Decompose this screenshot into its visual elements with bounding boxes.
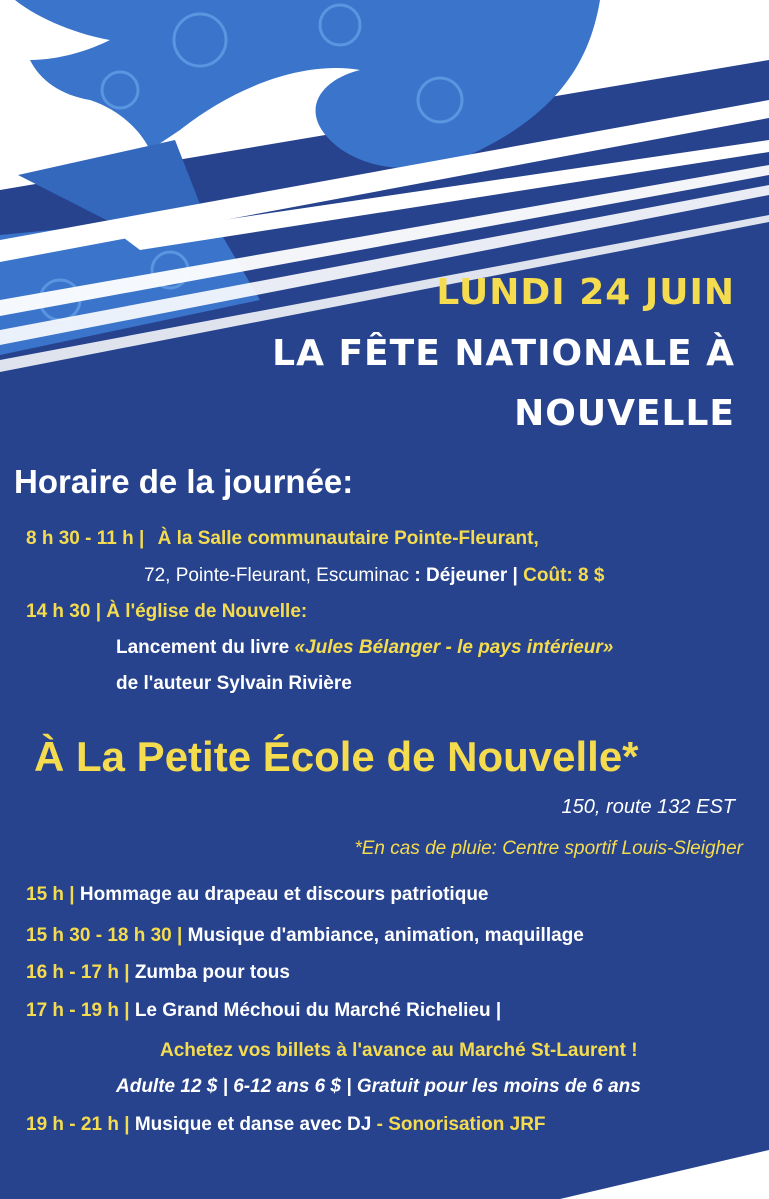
time-slot: 19 h - 21 h | (26, 1114, 130, 1135)
morning-line-5 (116, 673, 352, 695)
venue-address: 150, route 132 EST (561, 796, 735, 818)
time-slot: 17 h - 19 h | (26, 1000, 130, 1021)
book-title: «Jules Bélanger - le pays intérieur» (294, 637, 614, 658)
time-slot: 15 h 30 - 18 h 30 | (26, 925, 183, 946)
author: de l'auteur Sylvain Rivière (116, 673, 352, 694)
rain-note: *En cas de pluie: Centre sportif Louis-Sleigher (354, 838, 743, 859)
schedule-item (26, 1000, 501, 1022)
event-date: LUNDI 24 JUIN (436, 272, 735, 313)
time-slot: 14 h 30 | À l'église de Nouvelle: (26, 601, 308, 622)
activity: Musique et danse avec DJ (134, 1114, 372, 1135)
schedule-item (26, 925, 584, 947)
venue-title: À La Petite École de Nouvelle* (34, 733, 639, 780)
morning-line-1 (26, 528, 539, 550)
price-list: Adulte 12 $ | 6-12 ans 6 $ | Gratuit pour les moins de 6 ans (116, 1076, 641, 1097)
schedule-item (26, 1114, 546, 1136)
place: À la Salle communautaire Pointe-Fleurant, (157, 528, 539, 549)
separator: : (414, 565, 421, 586)
event-cost: Coût: 8 $ (523, 565, 605, 586)
morning-line-2 (144, 565, 604, 587)
separator: - (376, 1114, 383, 1135)
schedule-heading: Horaire de la journée: (14, 463, 354, 500)
schedule-item (26, 884, 489, 906)
morning-line-3 (26, 601, 307, 623)
morning-line-4 (116, 637, 613, 659)
activity: Hommage au drapeau et discours patriotique (79, 884, 489, 905)
event-title-line1: LA FÊTE NATIONALE À (272, 333, 735, 374)
sponsor: Sonorisation JRF (388, 1114, 546, 1135)
activity: Zumba pour tous (134, 962, 290, 983)
time-slot: 8 h 30 - 11 h | (26, 528, 145, 549)
event-name: Déjeuner | (425, 565, 518, 586)
activity: Le Grand Méchoui du Marché Richelieu | (134, 1000, 502, 1021)
activity: Musique d'ambiance, animation, maquillage (187, 925, 584, 946)
launch-label: Lancement du livre (116, 637, 290, 658)
time-slot: 16 h - 17 h | (26, 962, 130, 983)
schedule-item (26, 962, 290, 984)
address: 72, Pointe-Fleurant, Escuminac (144, 565, 410, 586)
event-title-line2: NOUVELLE (514, 393, 735, 434)
ticket-note: Achetez vos billets à l'avance au Marché St-Laurent ! (160, 1040, 638, 1061)
time-slot: 15 h | (26, 884, 75, 905)
